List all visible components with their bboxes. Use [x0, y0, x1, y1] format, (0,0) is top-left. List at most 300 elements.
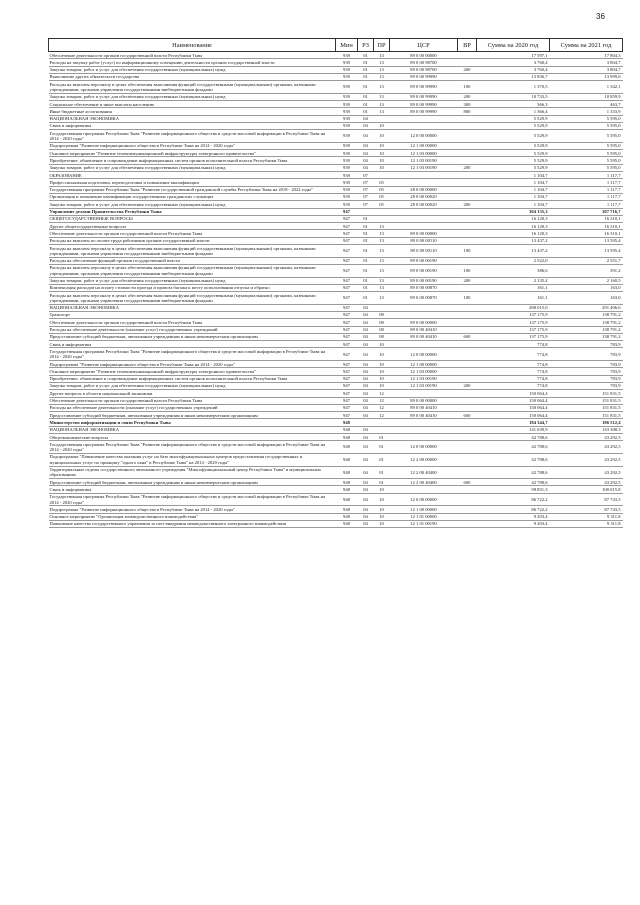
table-body	[49, 52, 623, 528]
cell-name: Связь и информатика	[49, 122, 336, 129]
cell-sum-2021: 13 595,4	[550, 245, 623, 258]
cell-sum-2021: 5 595,0	[550, 115, 623, 122]
cell-sum-2020: 3 760,4	[477, 59, 550, 66]
cell-csr: 89 0 00 00000	[390, 319, 458, 326]
cell-min: 939	[336, 201, 358, 208]
cell-vr	[458, 193, 477, 200]
cell-sum-2020: 141 639,9	[477, 426, 550, 433]
cell-rz: 04	[358, 382, 374, 389]
table-row	[49, 333, 623, 340]
cell-pr: 13	[374, 52, 390, 59]
cell-csr: 12 1 03 00000	[390, 368, 458, 375]
cell-pr: 01	[374, 479, 390, 486]
cell-vr	[458, 304, 477, 311]
cell-vr	[458, 215, 477, 222]
table-row	[49, 66, 623, 73]
table-row	[49, 59, 623, 66]
cell-rz: 04	[358, 130, 374, 143]
cell-rz: 01	[358, 81, 374, 94]
cell-csr: 89 0 00 99990	[390, 81, 458, 94]
table-row	[49, 81, 623, 94]
cell-name: Подпрограмма "Развитие информационного общества в Республике Тыва на 2014 - 2020 годы"	[49, 361, 336, 368]
cell-sum-2020: 366,3	[477, 101, 550, 108]
cell-rz: 01	[358, 52, 374, 59]
cell-sum-2020: 3 760,4	[477, 66, 550, 73]
cell-pr: 10	[374, 368, 390, 375]
cell-vr	[458, 493, 477, 506]
table-row	[49, 520, 623, 527]
cell-vr	[458, 513, 477, 520]
cell-csr: 89 0 00 00000	[390, 230, 458, 237]
cell-vr	[458, 453, 477, 466]
cell-min: 947	[336, 230, 358, 237]
cell-min: 947	[336, 223, 358, 230]
table-row	[49, 419, 623, 426]
cell-csr	[390, 486, 458, 493]
cell-name: Расходы на обеспечение деятельности (оказание услуг) государственных учреждений	[49, 404, 336, 411]
cell-rz: 01	[358, 108, 374, 115]
cell-csr: 12 0 00 00000	[390, 493, 458, 506]
cell-sum-2021: 1 117,7	[550, 193, 623, 200]
cell-sum-2021: 391,2	[550, 264, 623, 277]
cell-vr: 600	[458, 479, 477, 486]
cell-rz: 07	[358, 186, 374, 193]
cell-vr	[458, 130, 477, 143]
cell-name: Расходы на выплаты по оплате труда работников органов государственной власти	[49, 237, 336, 244]
cell-name: Предоставление субсидий бюджетным, автономным учреждениям и иным некоммерческим организациям	[49, 479, 336, 486]
header-name: Наименование	[49, 39, 336, 52]
cell-name: Связь и информатика	[49, 486, 336, 493]
table-row	[49, 368, 623, 375]
cell-sum-2020: 16 120,3	[477, 215, 550, 222]
cell-vr	[458, 404, 477, 411]
cell-csr: 89 0 00 00000	[390, 52, 458, 59]
cell-csr: 12 1 00 00000	[390, 361, 458, 368]
cell-rz	[358, 208, 374, 215]
page-number: 36	[596, 12, 605, 21]
cell-min: 947	[336, 257, 358, 264]
cell-name: Расходы на выплаты персоналу в целях обеспечения выполнения функций государственными (муниципальными) органами, казенными учреждениями, органами управления государственными внебюджетными фондами	[49, 245, 336, 258]
cell-name: Подпрограмма "Развитие информационного общества в Республике Тыва на 2014 - 2020 годы"	[49, 506, 336, 513]
cell-sum-2020: 150 064,4	[477, 390, 550, 397]
cell-sum-2021: 3 804,7	[550, 66, 623, 73]
cell-name: Профессиональная подготовка, переподготовка и повышение квалификации	[49, 179, 336, 186]
cell-pr: 08	[374, 319, 390, 326]
cell-name: Территориальные отделы государственного автономного учреждения "Многофункциональный центр Республики Тыва" в муниципальных образованиях	[49, 466, 336, 479]
cell-sum-2021: 1 342,1	[550, 81, 623, 94]
table-row	[49, 179, 623, 186]
cell-pr: 10	[374, 122, 390, 129]
cell-name: Другие вопросы в области национальной экономики	[49, 390, 336, 397]
cell-sum-2021: 87 743,5	[550, 493, 623, 506]
cell-rz	[358, 419, 374, 426]
table-row	[49, 130, 623, 143]
cell-pr: 13	[374, 264, 390, 277]
cell-sum-2021: 163,0	[550, 292, 623, 305]
cell-min: 947	[336, 326, 358, 333]
cell-sum-2020: 161,1	[477, 284, 550, 291]
cell-pr: 13	[374, 59, 390, 66]
cell-pr: 05	[374, 186, 390, 193]
cell-vr	[458, 230, 477, 237]
cell-sum-2020: 5 529,9	[477, 150, 550, 157]
table-row	[49, 513, 623, 520]
cell-pr: 01	[374, 441, 390, 454]
cell-rz: 04	[358, 122, 374, 129]
cell-name: Расходы на закупку работ (услуг) по информационному освещению деятельности органов государственной власти	[49, 59, 336, 66]
table-row	[49, 201, 623, 208]
cell-vr: 200	[458, 201, 477, 208]
cell-sum-2020: 1 370,5	[477, 81, 550, 94]
cell-name: Повышение качества государственного управления за счет внедрения межведомственного электронного взаимодействия	[49, 520, 336, 527]
cell-csr: 89 0 00 40410	[390, 326, 458, 333]
cell-min: 947	[336, 208, 358, 215]
cell-vr	[458, 368, 477, 375]
table-row	[49, 466, 623, 479]
cell-sum-2021: 100 015,8	[550, 486, 623, 493]
cell-rz: 01	[358, 245, 374, 258]
cell-rz: 04	[358, 404, 374, 411]
cell-sum-2020: 304 135,3	[477, 208, 550, 215]
cell-name: Закупка товаров, работ и услуг для обеспечения государственных (муниципальных) нужд	[49, 201, 336, 208]
cell-pr: 10	[374, 375, 390, 382]
cell-min: 947	[336, 292, 358, 305]
table-header-row	[49, 39, 623, 52]
cell-vr	[458, 441, 477, 454]
header-rz: РЗ	[358, 39, 374, 52]
table-row	[49, 115, 623, 122]
cell-sum-2021: 186 512,4	[550, 419, 623, 426]
cell-min: 948	[336, 506, 358, 513]
cell-pr: 13	[374, 93, 390, 100]
cell-sum-2021: 5 595,0	[550, 130, 623, 143]
cell-name: Расходы на выплаты персоналу в целях обеспечения выполнения функций государственными (муниципальными) органами, казенными учреждениями, органами управления государственными внебюджетными фондами	[49, 264, 336, 277]
cell-sum-2020: 13 437,2	[477, 245, 550, 258]
table-row	[49, 52, 623, 59]
cell-vr	[458, 361, 477, 368]
cell-rz: 04	[358, 426, 374, 433]
cell-sum-2020: 774,8	[477, 341, 550, 348]
cell-sum-2021: 5 595,0	[550, 164, 623, 171]
header-vr: ВР	[458, 39, 477, 52]
cell-sum-2021: 43 292,5	[550, 434, 623, 441]
cell-sum-2020: 1 104,7	[477, 193, 550, 200]
cell-vr	[458, 186, 477, 193]
cell-rz: 01	[358, 59, 374, 66]
cell-sum-2021: 9 311,8	[550, 513, 623, 520]
cell-sum-2021: 783,9	[550, 382, 623, 389]
cell-name: Основное мероприятие "Развитие телекоммуникационной инфраструктуры электронного правительства"	[49, 150, 336, 157]
cell-name: НАЦИОНАЛЬНАЯ ЭКОНОМИКА	[49, 426, 336, 433]
table-row	[49, 311, 623, 318]
cell-csr: 89 0 00 40410	[390, 333, 458, 340]
cell-rz: 04	[358, 479, 374, 486]
cell-vr	[458, 142, 477, 149]
cell-vr: 200	[458, 93, 477, 100]
cell-rz: 04	[358, 441, 374, 454]
cell-min: 948	[336, 513, 358, 520]
cell-rz: 04	[358, 520, 374, 527]
cell-csr: 12 1 00 00000	[390, 506, 458, 513]
cell-sum-2020: 16 120,3	[477, 223, 550, 230]
cell-vr: 200	[458, 277, 477, 284]
cell-name: ОБЩЕГОСУДАРСТВЕННЫЕ ВОПРОСЫ	[49, 215, 336, 222]
cell-min: 939	[336, 164, 358, 171]
cell-min: 947	[336, 368, 358, 375]
cell-pr: 13	[374, 257, 390, 264]
cell-name: Транспорт	[49, 311, 336, 318]
cell-name: Предоставление субсидий бюджетным, автономным учреждениям и иным некоммерческим организациям	[49, 333, 336, 340]
cell-pr: 13	[374, 230, 390, 237]
cell-pr: 01	[374, 466, 390, 479]
cell-sum-2020: 774,8	[477, 382, 550, 389]
cell-pr: 10	[374, 493, 390, 506]
cell-sum-2021: 138 791,2	[550, 311, 623, 318]
cell-sum-2020: 5 529,9	[477, 157, 550, 164]
cell-min: 947	[336, 361, 358, 368]
cell-sum-2021: 138 791,2	[550, 319, 623, 326]
cell-name: Министерство информатизации и связи Республики Тыва	[49, 419, 336, 426]
cell-pr	[374, 215, 390, 222]
cell-rz: 04	[358, 368, 374, 375]
table-row	[49, 361, 623, 368]
cell-csr: 89 0 00 99990	[390, 73, 458, 80]
table-row	[49, 193, 623, 200]
cell-sum-2021: 463,7	[550, 101, 623, 108]
cell-sum-2020: 98 851,3	[477, 486, 550, 493]
table-row	[49, 101, 623, 108]
cell-min: 939	[336, 130, 358, 143]
cell-name: Обеспечение деятельности органов государственной власти Республики Тыва	[49, 230, 336, 237]
cell-min: 939	[336, 59, 358, 66]
cell-name: Управление делами Правительства Республики Тыва	[49, 208, 336, 215]
table-row	[49, 412, 623, 419]
table-row	[49, 292, 623, 305]
cell-min: 947	[336, 284, 358, 291]
table-row	[49, 73, 623, 80]
cell-sum-2020: 774,8	[477, 375, 550, 382]
cell-name: Закупка товаров, работ и услуг для обеспечения государственных (муниципальных) нужд	[49, 382, 336, 389]
cell-name: Государственная программа Республики Тыва "Развитие информационного общества и средств массовой информации в Республике Тыва на 2014 - 2020 годы"	[49, 130, 336, 143]
cell-name: Государственная программа Республики Тыва "Развитие информационного общества и средств массовой информации в Республике Тыва на 2014 - 2020 годы"	[49, 441, 336, 454]
cell-vr: 100	[458, 81, 477, 94]
cell-name: Закупка товаров, работ и услуг для обеспечения государственных (муниципальных) нужд	[49, 277, 336, 284]
cell-min: 948	[336, 493, 358, 506]
cell-rz: 04	[358, 115, 374, 122]
cell-pr	[374, 208, 390, 215]
cell-sum-2020: 5 529,9	[477, 164, 550, 171]
budget-table	[48, 38, 623, 528]
cell-min: 939	[336, 73, 358, 80]
cell-sum-2021: 43 292,5	[550, 441, 623, 454]
cell-csr	[390, 390, 458, 397]
table-row	[49, 404, 623, 411]
cell-sum-2020: 5 529,9	[477, 122, 550, 129]
cell-vr	[458, 434, 477, 441]
cell-name: Компенсация расходов на оплату стоимости проезда и провоза багажа к месту использования отпуска и обратно	[49, 284, 336, 291]
cell-rz: 01	[358, 93, 374, 100]
table-row	[49, 453, 623, 466]
cell-min: 939	[336, 142, 358, 149]
cell-min: 939	[336, 150, 358, 157]
cell-min: 947	[336, 348, 358, 361]
cell-csr: 89 0 00 00110	[390, 245, 458, 258]
cell-vr: 600	[458, 412, 477, 419]
cell-vr	[458, 390, 477, 397]
cell-sum-2021: 1 117,7	[550, 172, 623, 179]
cell-rz: 04	[358, 506, 374, 513]
cell-sum-2020: 5 529,9	[477, 130, 550, 143]
cell-pr: 05	[374, 201, 390, 208]
cell-csr: 28 0 00 00000	[390, 186, 458, 193]
cell-pr: 05	[374, 179, 390, 186]
cell-name: Выполнение других обязательств государства	[49, 73, 336, 80]
cell-sum-2020: 42 788,6	[477, 434, 550, 441]
table-row	[49, 375, 623, 382]
cell-vr	[458, 179, 477, 186]
cell-min: 947	[336, 341, 358, 348]
cell-sum-2020: 137 175,9	[477, 333, 550, 340]
table-row	[49, 493, 623, 506]
cell-sum-2020: 150 064,4	[477, 404, 550, 411]
cell-pr: 13	[374, 284, 390, 291]
cell-min: 947	[336, 397, 358, 404]
cell-sum-2020: 184 344,7	[477, 419, 550, 426]
table-row	[49, 237, 623, 244]
cell-name: Приобретение, обновление и сопровождение информационных систем органов исполнительной власти Республики Тыва	[49, 375, 336, 382]
cell-vr: 100	[458, 264, 477, 277]
cell-sum-2021: 143 308,3	[550, 426, 623, 433]
cell-sum-2021: 13 595,4	[550, 237, 623, 244]
cell-sum-2020: 10 733,5	[477, 93, 550, 100]
cell-rz: 01	[358, 230, 374, 237]
cell-csr: 12 1 01 00000	[390, 513, 458, 520]
cell-sum-2021: 138 791,2	[550, 326, 623, 333]
cell-name: Подпрограмма "Развитие информационного общества в Республике Тыва на 2014 - 2020 годы"	[49, 142, 336, 149]
cell-csr: 12 1 03 00190	[390, 382, 458, 389]
cell-name: Иные бюджетные ассигнования	[49, 108, 336, 115]
cell-vr	[458, 341, 477, 348]
cell-sum-2021: 16 310,1	[550, 223, 623, 230]
table-row	[49, 257, 623, 264]
cell-rz: 01	[358, 73, 374, 80]
cell-csr: 12 1 03 00190	[390, 157, 458, 164]
cell-vr	[458, 73, 477, 80]
cell-csr	[390, 115, 458, 122]
cell-name: НАЦИОНАЛЬНАЯ ЭКОНОМИКА	[49, 115, 336, 122]
cell-name: Обеспечение деятельности органов государственной власти Республики Тыва	[49, 319, 336, 326]
cell-csr: 12 1 03 00190	[390, 164, 458, 171]
cell-name: Приобретение, обновление и сопровождение информационных систем органов исполнительной власти Республики Тыва	[49, 157, 336, 164]
cell-sum-2021: 138 791,2	[550, 333, 623, 340]
cell-csr	[390, 304, 458, 311]
cell-rz: 04	[358, 434, 374, 441]
cell-csr	[390, 426, 458, 433]
cell-rz: 07	[358, 201, 374, 208]
table-row	[49, 441, 623, 454]
cell-vr: 600	[458, 333, 477, 340]
cell-vr	[458, 419, 477, 426]
cell-rz: 04	[358, 319, 374, 326]
table-row	[49, 223, 623, 230]
cell-csr	[390, 311, 458, 318]
cell-sum-2021: 783,9	[550, 368, 623, 375]
cell-sum-2020: 386,6	[477, 264, 550, 277]
cell-vr	[458, 150, 477, 157]
table-row	[49, 215, 623, 222]
table-row	[49, 230, 623, 237]
cell-min: 947	[336, 412, 358, 419]
cell-pr: 10	[374, 513, 390, 520]
cell-rz: 04	[358, 466, 374, 479]
table-row	[49, 348, 623, 361]
cell-sum-2021: 5 595,0	[550, 142, 623, 149]
cell-rz: 01	[358, 264, 374, 277]
cell-sum-2020: 42 788,6	[477, 441, 550, 454]
cell-name: Государственная программа Республики Тыва "Развитие информационного общества и средств массовой информации в Республике Тыва на 2014 - 2020 годы"	[49, 493, 336, 506]
cell-vr: 200	[458, 382, 477, 389]
cell-min: 947	[336, 311, 358, 318]
cell-pr: 12	[374, 404, 390, 411]
cell-name: Социальное обеспечение и иные выплаты населению	[49, 101, 336, 108]
cell-sum-2021: 5 595,0	[550, 122, 623, 129]
table-row	[49, 122, 623, 129]
cell-min: 939	[336, 115, 358, 122]
cell-csr: 89 0 00 00870	[390, 292, 458, 305]
cell-sum-2020: 5 529,9	[477, 142, 550, 149]
cell-sum-2021: 3 804,7	[550, 59, 623, 66]
cell-min: 947	[336, 319, 358, 326]
cell-csr	[390, 179, 458, 186]
table-row	[49, 186, 623, 193]
cell-pr: 10	[374, 348, 390, 361]
cell-rz: 04	[358, 453, 374, 466]
cell-sum-2020: 288 015,0	[477, 304, 550, 311]
cell-rz: 01	[358, 223, 374, 230]
cell-sum-2021: 151 831,5	[550, 404, 623, 411]
cell-csr: 12 1 03 00000	[390, 150, 458, 157]
cell-min: 948	[336, 466, 358, 479]
cell-vr	[458, 326, 477, 333]
cell-min: 948	[336, 426, 358, 433]
cell-pr: 10	[374, 150, 390, 157]
cell-csr	[390, 122, 458, 129]
cell-rz: 01	[358, 237, 374, 244]
cell-min: 939	[336, 81, 358, 94]
cell-min: 947	[336, 382, 358, 389]
cell-sum-2021: 9 311,8	[550, 520, 623, 527]
cell-csr: 28 0 00 00020	[390, 201, 458, 208]
cell-pr: 08	[374, 333, 390, 340]
cell-sum-2020: 150 064,4	[477, 412, 550, 419]
cell-vr	[458, 52, 477, 59]
table-row	[49, 382, 623, 389]
cell-name: Закупка товаров, работ и услуг для обеспечения государственных (муниципальных) нужд	[49, 66, 336, 73]
cell-sum-2021: 2 551,7	[550, 257, 623, 264]
table-row	[49, 245, 623, 258]
cell-csr	[390, 208, 458, 215]
table-row	[49, 284, 623, 291]
cell-sum-2020: 17 597,1	[477, 52, 550, 59]
cell-rz: 04	[358, 150, 374, 157]
table-row	[49, 208, 623, 215]
table-row	[49, 164, 623, 171]
cell-sum-2021: 5 595,0	[550, 150, 623, 157]
cell-min: 948	[336, 419, 358, 426]
cell-csr	[390, 223, 458, 230]
cell-rz: 04	[358, 361, 374, 368]
table-row	[49, 397, 623, 404]
